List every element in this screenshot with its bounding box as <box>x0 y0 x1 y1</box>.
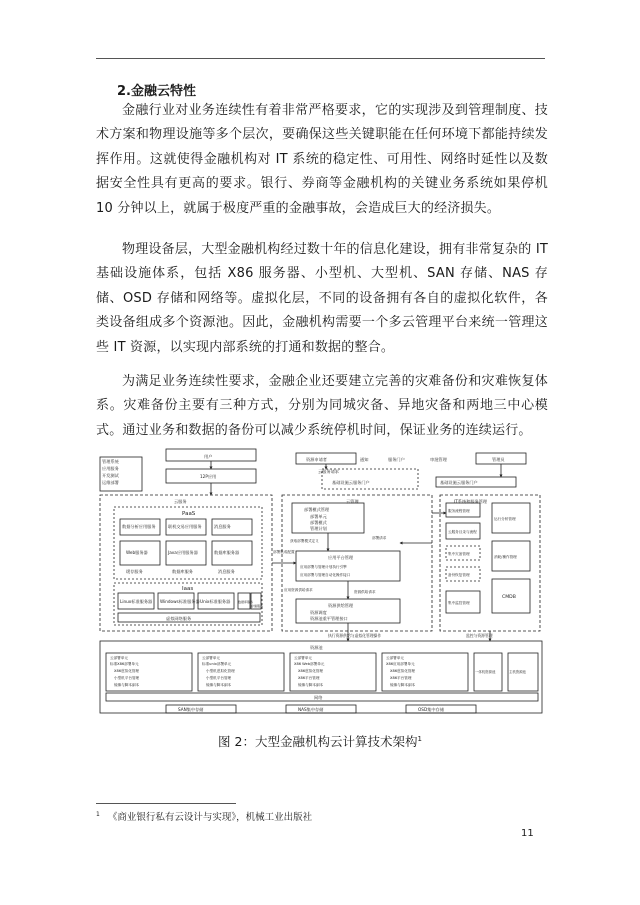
deploy-mode-item-3: 管理计划 <box>310 526 327 531</box>
footnote <box>96 809 312 823</box>
admin-label: 管理员 <box>492 457 505 462</box>
user-type-4: 运维部署 <box>102 480 119 485</box>
architecture-diagram <box>96 443 546 719</box>
notify-label: 通知 <box>360 457 369 462</box>
unit-3-title: 云部署单元 <box>294 656 312 660</box>
footnote-text: 《商业银行私有云设计与实现》，机械工业出版社 <box>107 812 313 823</box>
storage-osd-label: OSD集中存储 <box>418 707 444 712</box>
paragraph-business-continuity: 金融行业对业务连续性有着非常严格要求，它的实现涉及到管理制度、技术方案和物理设施等多个层次，要确保这些关键职能在任何环境下都能持续发挥作用。这就使得金融机构对 IT 系统的稳定性、可用性、网络时延性以及数据安全性具有更高的要求。银行、券商等金融机构的关键业务系统如果停机 10 分钟以上，就属于极度严重的金融事故，会造成巨大的经济损失。 <box>96 103 548 216</box>
itsm-item-7: 集中监控管理 <box>448 601 470 605</box>
resource-pool-label: 资源池 <box>310 645 323 650</box>
res-provision-req-label: 资源供给请求 <box>354 590 376 594</box>
paas-item-3: 消息服务 <box>214 524 231 529</box>
page-number: 11 <box>521 828 534 839</box>
itsm-item-2: 运行分析管理 <box>494 517 516 521</box>
resource-pool-panel <box>100 641 542 713</box>
user-type-1: 管理系统 <box>102 459 119 464</box>
user-label: 用户 <box>204 454 213 459</box>
base-mgmt-right-label: 基础设施云服务门户 <box>440 480 478 485</box>
unit-4-item-2: X86平台管理 <box>390 676 412 680</box>
unit-2-title: 云部署单元 <box>202 656 220 660</box>
cloud-mgmt-label: 云管理 <box>346 499 359 504</box>
paas-item-8: 数据库服务 <box>172 569 193 574</box>
itsm-panel <box>440 495 540 631</box>
unit-1-sub: 标准X86部署单元 <box>110 662 139 666</box>
itsm-label: IT系统和服务管理 <box>454 499 488 504</box>
iaas-label: Iaas <box>182 586 194 592</box>
unit-3-item-2: X86平台管理 <box>298 676 320 680</box>
app-platform-item-2: 应用部署与管理自动化操作接口 <box>300 573 351 577</box>
paas-item-1: 数据分析应用服务 <box>122 524 156 529</box>
section-heading: 2.金融云特性 <box>117 84 196 99</box>
cloud-mgmt-panel <box>282 495 432 631</box>
app-platform-title: 应用平台管理 <box>328 555 354 560</box>
unit-2-item-3: 镜像与脚本副本 <box>206 683 232 687</box>
app-12p-label: 12P应用 <box>200 474 217 479</box>
unit-4-item-3: 镜像与脚本副本 <box>390 683 416 687</box>
storage-san-label: SAN集中存储 <box>178 707 204 712</box>
footnote-mark: 1 <box>96 810 100 818</box>
paas-item-5: Java应用服务器 <box>168 550 198 555</box>
app-platform-item-1: 应用部署与管理计划执行引擎 <box>300 565 347 569</box>
iaas-item-1: Linux标准服务器 <box>120 599 153 604</box>
deploy-note: 部署集成配置 <box>273 550 295 554</box>
base-mgmt-label: 基础设施云服务门户 <box>332 480 370 485</box>
res-supply-title: 资源供给管理 <box>328 603 354 608</box>
unit-1-item-1: X86虚拟化管理 <box>114 669 140 673</box>
get-deploy-label: 获取部署模式定义 <box>290 539 319 543</box>
footnote-rule <box>96 803 236 804</box>
paas-item-4: Web服务器 <box>126 550 148 555</box>
deploy-request-label: 部署请求 <box>372 536 387 540</box>
unit-4-sub: X86应用部署单元 <box>386 662 415 666</box>
unit-3-item-3: 镜像与脚本副本 <box>298 683 324 687</box>
caption-footnote-ref: 1 <box>417 734 422 743</box>
paas-item-6: 数据库服务器 <box>214 550 240 555</box>
paas-item-7: 缓存服务 <box>126 569 143 574</box>
figure-caption-text: 图 2：大型金融机构云计算技术架构 <box>218 734 418 749</box>
unit-1-title: 云部署单元 <box>110 656 128 660</box>
unit-3-sub: X86 Web部署单元 <box>294 662 325 666</box>
unit-1-item-2: 小型机平台管理 <box>114 676 140 680</box>
res-supply-item-2: 资源池重平管理接口 <box>310 616 348 621</box>
unit-4-item-1: X86虚拟化管理 <box>390 669 416 673</box>
iaas-item-5: 存储服务 <box>251 604 264 608</box>
paas-item-2: 联机交易应用服务 <box>168 524 202 529</box>
unit-3-item-1: X86虚拟化管理 <box>298 669 324 673</box>
iaas-item-6: 虚拟网络服务 <box>166 616 192 621</box>
iaas-item-4: 数据库服务 <box>238 600 254 604</box>
paas-item-9: 消息服务 <box>218 569 235 574</box>
approval-label: 审批管理 <box>430 457 447 462</box>
header-rule <box>96 58 545 59</box>
deploy-mode-item-2: 部署模式 <box>310 520 327 525</box>
unit-4-title: 云部署单元 <box>386 656 404 660</box>
itsm-item-3: 云服务目录与流程 <box>448 530 477 534</box>
paas-label: PaaS <box>182 511 196 517</box>
unit-2-item-1: 小型机虚拟化管理 <box>206 669 235 673</box>
service-portal-label: 服务门户 <box>388 457 405 462</box>
deploy-mode-item-1: 部署单元 <box>310 514 327 519</box>
paragraph-physical-layer: 物理设备层，大型金融机构经过数十年的信息化建设，拥有非常复杂的 IT 基础设施体系，包括 X86 服务器、小型机、大型机、SAN 存储、NAS 存储、OSD 存储和网络等。虚拟化层，不同的设备拥有各自的虚拟化软件，各类设备组成多个资源池。因此，金融机构需要一个多云管理平台来统一管理这些 IT 资源，以实现内部系统的打通和数据的整合。 <box>96 242 548 355</box>
user-type-3: 开发测试 <box>102 473 119 478</box>
unit-1-item-3: 镜像与脚本副本 <box>114 683 140 687</box>
network-label: 网络 <box>314 695 323 700</box>
itsm-item-5: 集中灾备管理 <box>448 552 470 556</box>
app-provision-label: 应用资源供给请求 <box>284 588 313 592</box>
unit-2-item-2: 小型机平台管理 <box>206 676 232 680</box>
itsm-item-6: 备份恢复管理 <box>448 573 470 577</box>
iaas-item-3: Unix标准服务器 <box>200 599 231 604</box>
deploy-mode-title: 部署模式管理 <box>304 507 330 512</box>
iaas-item-2: Windows标准服务器 <box>160 599 200 604</box>
monitor-mgmt-label: 监控与资源管理 <box>466 633 493 638</box>
itsm-item-8: CMDB <box>502 595 516 600</box>
storage-nas-label: NAS集中存储 <box>298 707 324 712</box>
unit-2-sub: 标准unix部署单元 <box>202 662 232 666</box>
res-supply-item-1: 资源调度 <box>310 610 327 615</box>
paragraph-disaster-recovery: 为满足业务连续性要求，金融企业还要建立完善的灾难备份和灾难恢复体系。灾难备份主要有三种方式，分别为同城灾备、异地灾备和两地三中心模式。通过业务和数据的备份可以减少系统停机时间，保证业务的连续运行。 <box>96 374 548 438</box>
itsm-item-4: 消耗/操作管理 <box>494 555 517 559</box>
user-type-2: 应用服务 <box>102 466 119 471</box>
cloud-service-label: 云服务 <box>174 499 187 504</box>
exec-mgmt-label: 执行资源供给与虚拟化管理操作 <box>328 633 382 638</box>
all-in-one-label: 一体机资源池 <box>475 670 496 674</box>
itsm-item-1: 服务流程管理 <box>448 509 470 513</box>
figure-caption <box>0 732 640 750</box>
resource-requester-label: 资源申请者 <box>306 457 327 462</box>
mainframe-label: 主机资源池 <box>509 670 526 674</box>
cloud-approve-label: 云服务请求 <box>318 469 339 474</box>
